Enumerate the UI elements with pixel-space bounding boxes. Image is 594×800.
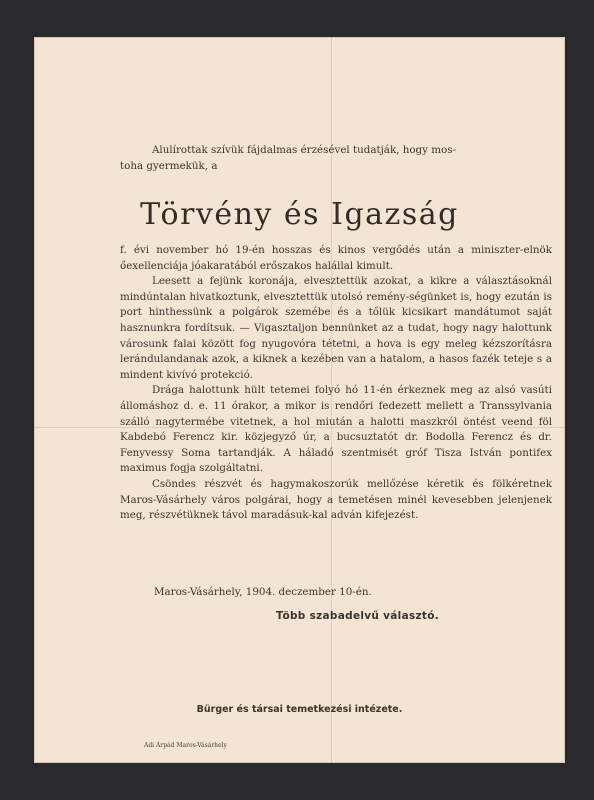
printer-imprint: Adi Árpád Maros-Vásárhely bbox=[144, 742, 227, 749]
paragraph-1: f. évi november hó 19-én hosszas és kinos vergődés után a miniszter-elnök őexellenciája jóakaratából erőszakos halállal kimult. bbox=[120, 244, 552, 272]
intro-line-2: toha gyermekük, a bbox=[120, 159, 218, 172]
intro-text bbox=[120, 143, 540, 174]
signer: Több szabadelvű választó. bbox=[276, 610, 440, 622]
notice-title: Törvény és Igazság bbox=[140, 197, 459, 232]
notice-sheet bbox=[34, 37, 565, 763]
paragraph-2: Leesett a fejünk koronája, elvesztettük azokat, a kikre a választásoknál mindúntalan hivatkoztunk, elvesztettük utolsó remény-ségünket is, hogy ezután is port hinthessünk a polgárok szemébe és a tőlük kicsikart mandátumot saját hasznunkra fordítsuk. — Vigasztaljon bennünket az a tudat, hogy nagy halottunk városunk falai között fog nyugovóra tétetni, a hova is egy meleg kézszorításra lerándulandanak azok, a kiknek a kezében van a hatalom, a hasos fazék teteje s a mindent kivívó protekció. bbox=[120, 275, 552, 381]
paragraph-4: Csöndes részvét és hagymakoszorúk mellőzése kéretik és fölkéretnek Maros-Vásárhely város polgárai, hogy a temetésen minél kevesebben jelenjenek meg, részvétüknek távol maradásuk-kal adván kifejezést. bbox=[120, 477, 552, 522]
undertaker-line: Bürger és társai temetkezési intézete. bbox=[196, 704, 403, 715]
intro-line-1: Alulírottak szívük fájdalmas érzésével tudatják, hogy mos- bbox=[152, 144, 456, 156]
paragraph-3: Drága halottunk hült tetemei folyó hó 11-én érkeznek meg az alsó vasúti állomáshoz d. e. 11 órakor, a mikor is rendőri fedezett mellett a Transsylvania szálló nagytermébe vitetnek, a hol miután a halotti maszkról öntést veend föl Kabdebó Ferencz kir. közjegyző úr, a bucsuztatót dr. Bodolla Ferencz és dr. Fenyvessy Soma tartandják. A háladó szentmisét gróf Tisza István pontifex maximus fogja szolgáltatni. bbox=[120, 384, 552, 475]
date-line: Maros-Vásárhely, 1904. deczember 10-én. bbox=[154, 586, 372, 598]
notice-body bbox=[120, 243, 552, 524]
